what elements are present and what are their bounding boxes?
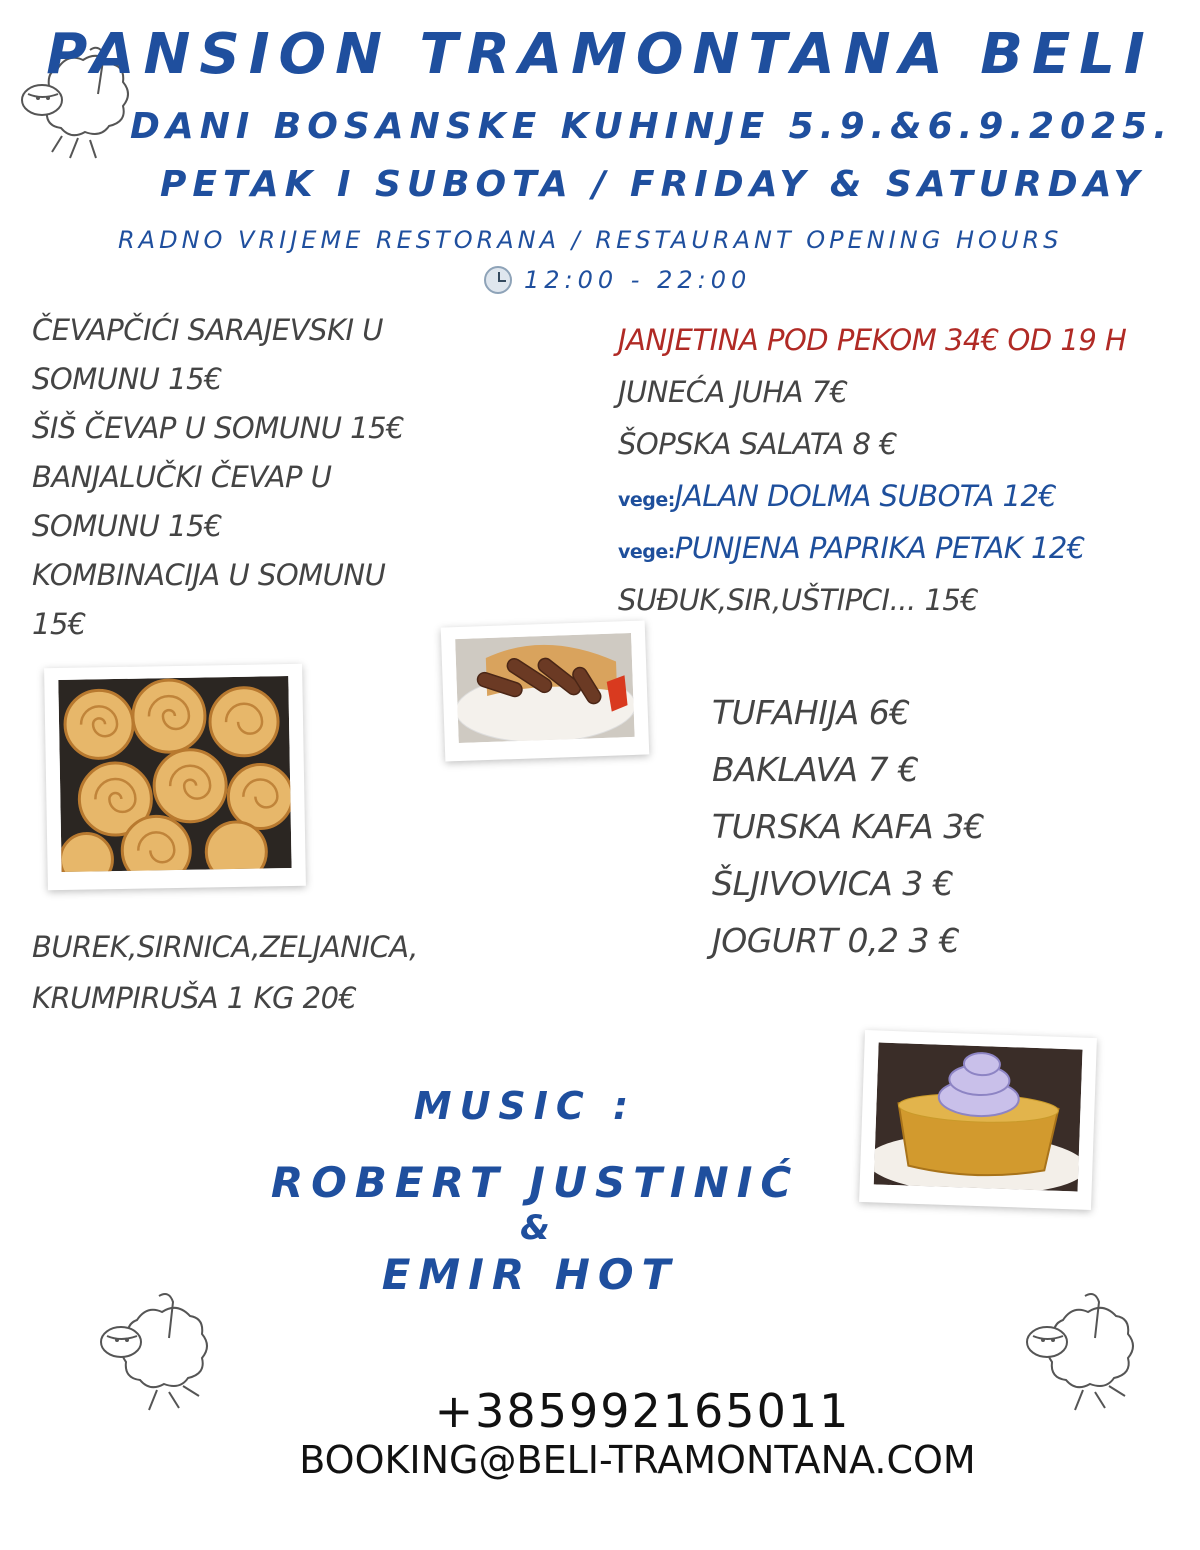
menu-item: ŠOPSKA SALATA 8 € <box>618 427 898 461</box>
menu-item: JOGURT 0,2 3 € <box>712 921 960 960</box>
opening-hours-time: 12:00 - 22:00 <box>524 266 752 294</box>
menu-item: ŠIŠ ČEVAP U SOMUNU 15€ <box>32 411 404 445</box>
menu-item: TUFAHIJA 6€ <box>712 693 910 732</box>
vegetarian-dish: JALAN DOLMA SUBOTA 12€ <box>674 479 1057 513</box>
event-days: PETAK I SUBOTA / FRIDAY & SATURDAY <box>160 164 1146 205</box>
opening-hours <box>484 266 751 294</box>
clock-icon <box>484 266 512 294</box>
dessert-list <box>712 684 984 969</box>
menu-item: 15€ <box>32 607 86 641</box>
music-ampersand: & <box>520 1208 558 1248</box>
event-dates: DANI BOSANSKE KUHINJE 5.9.&6.9.2025. <box>130 106 1173 147</box>
vegetarian-item <box>618 470 1178 522</box>
phone-number[interactable]: +385992165011 <box>434 1384 851 1438</box>
burek-photo <box>44 664 306 890</box>
email-address[interactable]: BOOKING@BELI-TRAMONTANA.COM <box>299 1438 976 1482</box>
menu-item: BANJALUČKI ČEVAP U <box>32 460 332 494</box>
menu-item: BUREK,SIRNICA,ZELJANICA, <box>32 930 418 964</box>
special-dish: JANJETINA POD PEKOM 34€ OD 19 H <box>618 323 1127 357</box>
menu-item: JUNEĆA JUHA 7€ <box>618 375 848 409</box>
pastry-list <box>32 922 418 1024</box>
opening-hours-label: RADNO VRIJEME RESTORANA / RESTAURANT OPENING HOURS <box>118 226 1063 254</box>
vegetarian-dish: PUNJENA PAPRIKA PETAK 12€ <box>674 531 1085 565</box>
menu-item: ČEVAPČIĆI SARAJEVSKI U <box>32 313 383 347</box>
cevapi-image <box>455 633 635 743</box>
menu-item: TURSKA KAFA 3€ <box>712 807 985 846</box>
menu-item: SOMUNU 15€ <box>32 362 222 396</box>
menu-item: KRUMPIRUŠA 1 KG 20€ <box>32 981 357 1015</box>
music-artist: ROBERT JUSTINIĆ <box>270 1158 800 1207</box>
menu-left <box>32 306 452 649</box>
menu-item: BAKLAVA 7 € <box>712 750 919 789</box>
vege-label: vege: <box>618 489 675 511</box>
menu-item: SOMUNU 15€ <box>32 509 222 543</box>
menu-item: SUĐUK,SIR,UŠTIPCI... 15€ <box>618 583 979 617</box>
music-artist: EMIR HOT <box>381 1250 679 1299</box>
menu-item: ŠLJIVOVICA 3 € <box>712 864 954 903</box>
page-title: PANSION TRAMONTANA BELI <box>46 22 1154 87</box>
burek-image <box>58 676 291 872</box>
vegetarian-item <box>618 522 1178 574</box>
cevapi-photo <box>441 620 650 761</box>
vege-label: vege: <box>618 541 675 563</box>
music-label: MUSIC : <box>413 1084 637 1128</box>
menu-item: KOMBINACIJA U SOMUNU <box>32 558 386 592</box>
menu-right <box>618 314 1178 626</box>
